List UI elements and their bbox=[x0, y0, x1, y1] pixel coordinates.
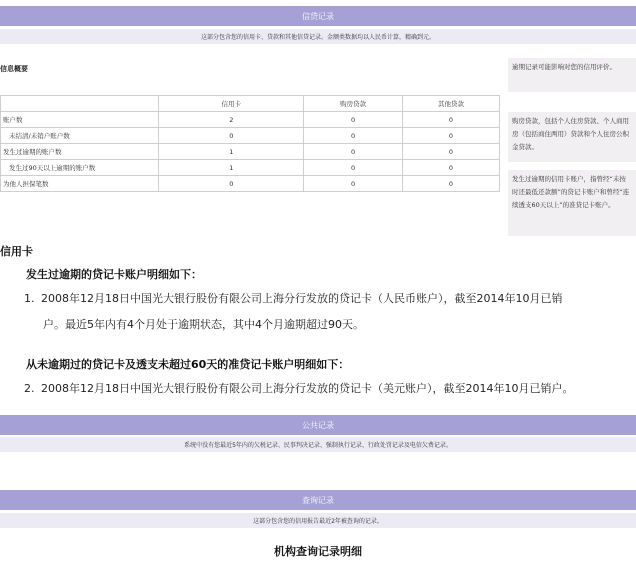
credit-records-description: 这部分包含您的信用卡、贷款和其他信贷记录。金额类数据均以人民币计算，精确到元。 bbox=[200, 34, 435, 41]
query-detail-heading: 机构查询记录明细 bbox=[274, 545, 362, 558]
cell-value: 0 bbox=[403, 160, 500, 176]
credit-records-title: 信贷记录 bbox=[302, 11, 334, 21]
list-item bbox=[24, 376, 634, 402]
credit-records-header bbox=[0, 6, 636, 26]
cell-value: 0 bbox=[304, 144, 403, 160]
cell-value: 0 bbox=[304, 128, 403, 144]
table-header-cell: 其他贷款 bbox=[403, 96, 500, 112]
row-label: 发生过逾期的账户数 bbox=[1, 144, 159, 160]
table-row bbox=[1, 128, 500, 144]
public-records-header bbox=[0, 415, 636, 435]
cell-value: 0 bbox=[159, 176, 304, 192]
summary-table bbox=[0, 95, 500, 192]
table-header-cell: 购房贷款 bbox=[304, 96, 403, 112]
public-records-title: 公共记录 bbox=[302, 420, 334, 430]
query-records-header bbox=[0, 490, 636, 510]
cell-value: 0 bbox=[304, 176, 403, 192]
table-row bbox=[1, 144, 500, 160]
credit-card-heading: 信用卡 bbox=[0, 245, 33, 258]
item-text-line2: 户。最近5年内有4个月处于逾期状态，其中4个月逾期超过90天。 bbox=[43, 318, 364, 331]
public-records-description-bar bbox=[0, 437, 636, 452]
cell-value: 0 bbox=[403, 128, 500, 144]
side-note-housing-loan: 购房贷款，包括个人住房贷款、个人商用房（包括商住两用）贷款和个人住房公积金贷款。 bbox=[508, 112, 636, 162]
summary-title: 信息概要 bbox=[0, 65, 28, 73]
side-note-overdue-card: 发生过逾期的信用卡账户，指曾经“未按时还最低还款额”的贷记卡账户和曾经“连续透支60天以上”的准贷记卡账户。 bbox=[508, 170, 636, 236]
cell-value: 0 bbox=[304, 160, 403, 176]
query-records-title: 查询记录 bbox=[302, 495, 334, 505]
row-label: 未结清/未销户账户数 bbox=[1, 128, 159, 144]
public-records-description: 系统中没有您最近5年内的欠税记录、民事判决记录、强制执行记录、行政处罚记录及电信欠费记录。 bbox=[184, 442, 452, 449]
row-label: 为他人担保笔数 bbox=[1, 176, 159, 192]
cell-value: 0 bbox=[403, 112, 500, 128]
query-records-description-bar bbox=[0, 513, 636, 528]
not-overdue-accounts-heading: 从未逾期过的贷记卡及透支未超过60天的准贷记卡账户明细如下： bbox=[26, 358, 350, 371]
item-text: 2008年12月18日中国光大银行股份有限公司上海分行发放的贷记卡（美元账户），截至2014年10月已销户。 bbox=[41, 382, 574, 395]
overdue-accounts-heading: 发生过逾期的贷记卡账户明细如下： bbox=[26, 268, 202, 281]
table-row bbox=[1, 160, 500, 176]
table-header-cell: 信用卡 bbox=[159, 96, 304, 112]
cell-value: 1 bbox=[159, 144, 304, 160]
row-label: 发生过90天以上逾期的账户数 bbox=[1, 160, 159, 176]
item-number: 1. bbox=[24, 292, 35, 305]
credit-records-description-bar bbox=[0, 29, 636, 44]
table-header-cell bbox=[1, 96, 159, 112]
side-note-overdue-impact: 逾期记录可能影响对您的信用评价。 bbox=[508, 58, 636, 92]
cell-value: 1 bbox=[159, 160, 304, 176]
list-item bbox=[24, 286, 634, 338]
table-header-row bbox=[1, 96, 500, 112]
item-text-line1: 2008年12月18日中国光大银行股份有限公司上海分行发放的贷记卡（人民币账户），截至2014年10月已销 bbox=[41, 292, 563, 305]
item-number: 2. bbox=[24, 382, 35, 395]
cell-value: 2 bbox=[159, 112, 304, 128]
table-row bbox=[1, 112, 500, 128]
cell-value: 0 bbox=[159, 128, 304, 144]
cell-value: 0 bbox=[403, 176, 500, 192]
table-row bbox=[1, 176, 500, 192]
row-label: 账户数 bbox=[1, 112, 159, 128]
cell-value: 0 bbox=[304, 112, 403, 128]
query-records-description: 这部分包含您的信用报告最近2年被查询的记录。 bbox=[253, 518, 383, 525]
cell-value: 0 bbox=[403, 144, 500, 160]
